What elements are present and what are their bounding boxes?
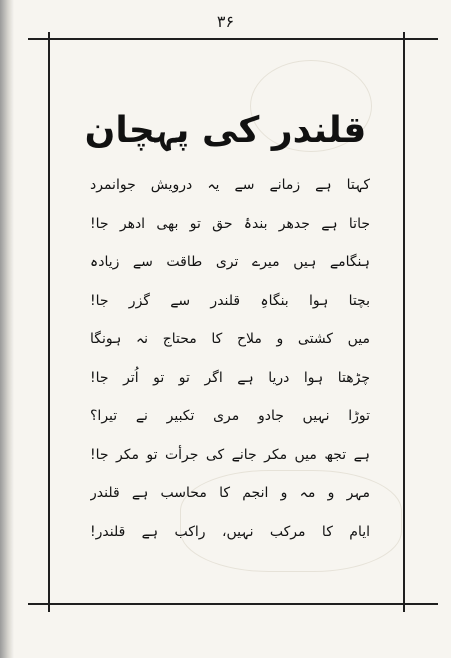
verse-line: بچتا ہوا بنگاہِ قلندر سے گزر جا! xyxy=(90,292,370,309)
poem-title: قلندر کی پہچان xyxy=(84,110,367,151)
page-number: ۳۶ xyxy=(216,12,235,31)
verse-line: مہر و مہ و انجم کا محاسب ہے قلندر xyxy=(90,485,370,501)
verse-line: توڑا نہیں جادو مری تکبیر نے تیرا؟ xyxy=(90,408,370,424)
verse-line: ہے تجھ میں مکر جانے کی جرأت تو مکر جا! xyxy=(90,446,370,463)
verse-line: میں کشتی و ملاح کا محتاج نہ ہونگا xyxy=(90,331,370,347)
verse-line: ایام کا مرکب نہیں، راکب ہے قلندر! xyxy=(90,523,370,540)
spine-shadow xyxy=(0,0,14,658)
verse-line: کہتا ہے زمانے سے یہ درویش جوانمرد xyxy=(90,177,370,193)
verse-line: ہنگامے ہیں میرے تری طاقت سے زیادہ xyxy=(90,254,370,270)
verse-line: جاتا ہے جدھر بندۂ حق تو بھی ادھر جا! xyxy=(90,215,370,232)
right-rule xyxy=(403,32,405,612)
bottom-rule xyxy=(28,603,438,605)
poem-verses xyxy=(90,170,370,555)
left-rule xyxy=(48,32,50,612)
verse-line: چڑھتا ہوا دریا ہے اگر تو تو اُتر جا! xyxy=(90,369,370,386)
top-rule xyxy=(28,38,438,40)
